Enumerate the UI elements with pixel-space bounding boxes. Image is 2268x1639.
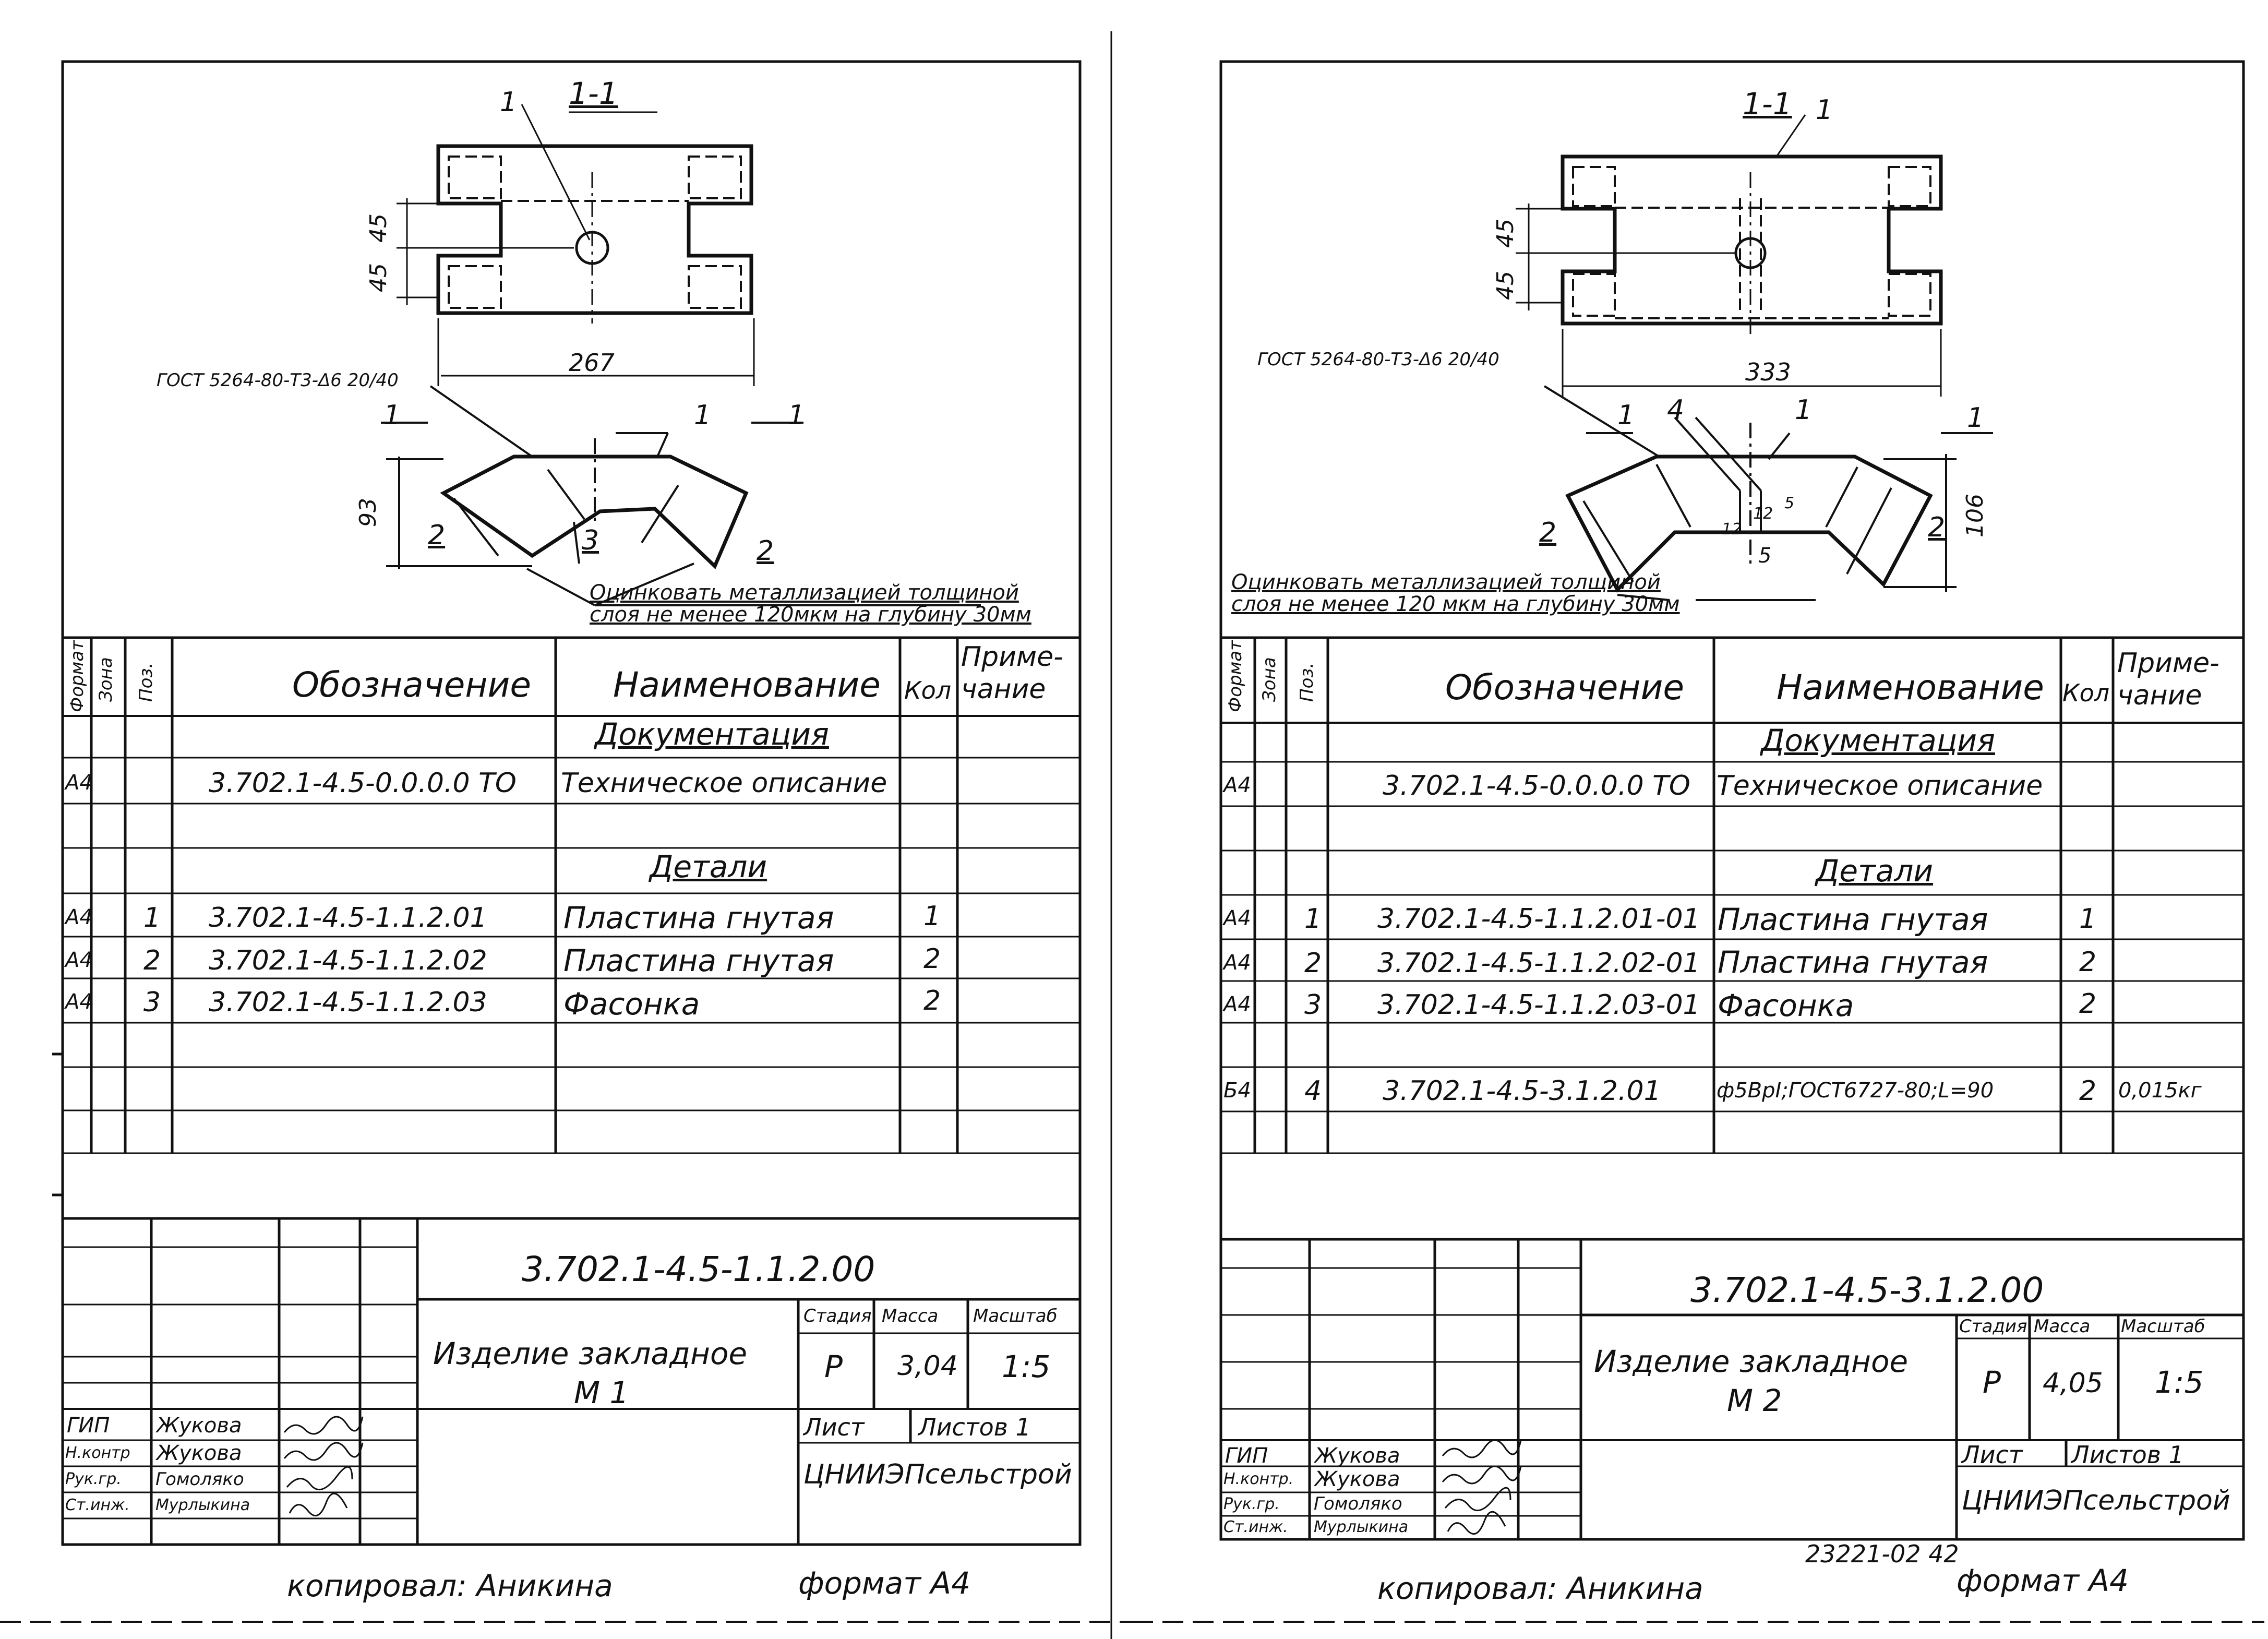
product-mark: М 2 [1727, 1383, 1782, 1418]
mass-label: Масса [2034, 1316, 2091, 1337]
person-name: Мурлыкина [1314, 1518, 1409, 1536]
dimension-label: 45 [365, 263, 392, 292]
copied-by: копировал: Аникина [287, 1568, 613, 1604]
dimension-label: 45 [1492, 219, 1519, 248]
cut-mark-label: 1 [1967, 402, 1985, 434]
person-name: Жукова [1315, 1467, 1400, 1491]
person-name: Жукова [157, 1414, 242, 1438]
elevation-view [1544, 386, 1993, 600]
row-qty: 1 [923, 901, 941, 932]
row-designation: 3.702.1-4.5-1.1.2.03-01 [1377, 989, 1700, 1021]
row-designation: 3.702.1-4.5-1.1.2.02 [209, 945, 487, 976]
product-name: Изделие закладное [433, 1336, 748, 1371]
row-format: А4 [65, 990, 93, 1014]
row-format: Б4 [1223, 1079, 1251, 1103]
archive-number: 23221-02 42 [1805, 1540, 1959, 1568]
role-label: Рук.гр. [65, 1470, 122, 1488]
part-label: 3 [582, 525, 599, 556]
row-format: А4 [1223, 951, 1251, 975]
row-format: А4 [1223, 906, 1251, 930]
part-label: 1 [1795, 394, 1813, 426]
sheet-label: Лист [1962, 1441, 2023, 1469]
drawing-sheet-m2 [1132, 0, 2264, 1639]
col-note-header: Приме- чание [961, 641, 1063, 705]
row-pos: 3 [143, 987, 161, 1018]
col-pos-header: Поз. [1297, 662, 1317, 702]
scale-label: Масштаб [973, 1306, 1058, 1326]
dimension-label: 333 [1745, 358, 1791, 386]
signature-mark [1445, 1488, 1510, 1510]
row-pos: 3 [1304, 989, 1322, 1021]
stage-value: Р [1983, 1365, 2001, 1400]
small-dimension: 12 [1722, 520, 1742, 539]
row-name: Пластина гнутая [563, 943, 834, 978]
row-designation: 3.702.1-4.5-3.1.2.01 [1383, 1075, 1661, 1107]
sheets-count: Листов 1 [918, 1413, 1031, 1441]
part-label: 2 [757, 535, 774, 567]
section-parts: Детали [650, 849, 767, 884]
row-format: А4 [1223, 773, 1251, 797]
sheet-label: Лист [803, 1413, 865, 1441]
galvanize-note: Оцинковать металлизацией толщиной слоя не менее 120мкм на глубину 30мм [590, 581, 1031, 627]
cut-mark-label: 1 [788, 400, 806, 431]
small-dimension: 12 [1753, 505, 1773, 523]
part-label: 1 [694, 400, 712, 431]
role-label: Ст.инж. [1223, 1518, 1288, 1536]
part-label: 2 [1928, 512, 1946, 543]
section-docs: Документация [1761, 723, 1995, 758]
section-parts: Детали [1816, 853, 1934, 889]
col-designation-header: Обозначение [1445, 667, 1684, 708]
row-name: Техническое описание [1717, 770, 2043, 801]
person-name: Гомоляко [155, 1469, 244, 1490]
person-name: Жукова [157, 1441, 242, 1465]
col-format-header: Формат [67, 640, 88, 712]
small-dimension: 5 [1784, 494, 1795, 512]
part-label: 4 [1667, 394, 1685, 426]
organization: ЦНИИЭПсельстрой [803, 1459, 1072, 1490]
drawing-sheet-m1 [0, 0, 1132, 1639]
document-code: 3.702.1-4.5-1.1.2.00 [522, 1249, 875, 1289]
col-name-header: Наименование [1777, 667, 2044, 708]
col-format-header: Формат [1225, 640, 1246, 712]
cut-mark-label: 1 [383, 400, 401, 431]
scale-value: 1:5 [2155, 1365, 2204, 1400]
row-qty: 2 [923, 943, 941, 975]
section-docs: Документация [595, 716, 829, 752]
col-pos-header: Поз. [136, 662, 157, 702]
role-label: Н.контр [65, 1444, 130, 1462]
row-pos: 1 [143, 902, 161, 934]
col-zone-header: Зона [95, 657, 116, 702]
mass-label: Масса [882, 1306, 939, 1326]
dimension-label: 93 [355, 498, 381, 527]
weld-note: ГОСТ 5264-80-Т3-Δ6 20/40 [157, 370, 399, 391]
product-name: Изделие закладное [1594, 1344, 1909, 1379]
col-qty-header: Кол [904, 676, 952, 704]
row-designation: 3.702.1-4.5-0.0.0.0 ТО [1383, 770, 1690, 801]
row-pos: 2 [1304, 948, 1322, 979]
row-pos: 4 [1304, 1075, 1322, 1107]
role-label: ГИП [1225, 1444, 1268, 1468]
weld-note: ГОСТ 5264-80-Т3-Δ6 20/40 [1257, 349, 1499, 370]
elevation-view [381, 386, 981, 605]
section-plan-view [397, 104, 754, 386]
row-format: А4 [1223, 992, 1251, 1016]
role-label: Рук.гр. [1223, 1495, 1280, 1513]
row-name: Фасонка [1718, 988, 1854, 1023]
part-label: 5 [1758, 544, 1772, 568]
dimension-label: 106 [1962, 494, 1988, 537]
col-qty-header: Кол [2062, 679, 2110, 707]
row-name: Пластина гнутая [1718, 902, 1988, 937]
role-label: Н.контр. [1223, 1470, 1294, 1488]
section-label: 1-1 [1743, 86, 1792, 122]
scale-label: Масштаб [2121, 1316, 2205, 1337]
galvanize-note: Оцинковать металлизацией толщиной слоя не менее 120 мкм на глубину 30мм [1231, 570, 1680, 616]
col-zone-header: Зона [1259, 657, 1280, 702]
part-label: 2 [428, 520, 446, 551]
person-name: Жукова [1315, 1444, 1400, 1468]
row-qty: 2 [2079, 988, 2097, 1020]
role-label: ГИП [67, 1414, 110, 1438]
section-plan-view [1516, 115, 1941, 397]
copied-by: копировал: Аникина [1377, 1571, 1703, 1606]
row-designation: 3.702.1-4.5-1.1.2.03 [209, 987, 487, 1018]
row-designation: 3.702.1-4.5-1.1.2.01-01 [1377, 903, 1700, 935]
signature-mark [1443, 1440, 1521, 1457]
stage-value: Р [824, 1349, 843, 1384]
role-label: Ст.инж. [65, 1496, 130, 1514]
col-designation-header: Обозначение [292, 665, 531, 705]
row-qty: 2 [923, 985, 941, 1016]
row-name: ф5ВрI;ГОСТ6727-80;L=90 [1717, 1079, 1994, 1103]
sheet-frame-and-drawing [0, 0, 1132, 1639]
row-note: 0,015кг [2118, 1079, 2202, 1103]
col-note-header: Приме- чание [2117, 648, 2219, 712]
dimension-label: 267 [569, 349, 615, 377]
row-designation: 3.702.1-4.5-0.0.0.0 ТО [209, 768, 517, 799]
paper-format: формат А4 [798, 1565, 970, 1601]
callout-label: 1 [1816, 94, 1833, 126]
row-format: А4 [65, 905, 93, 929]
row-qty: 1 [2079, 903, 2097, 935]
dimension-label: 45 [1492, 271, 1519, 300]
dimension-label: 45 [365, 213, 392, 243]
row-name: Техническое описание [561, 768, 887, 799]
mass-value: 4,05 [2043, 1368, 2103, 1399]
row-qty: 2 [2079, 1075, 2097, 1107]
row-designation: 3.702.1-4.5-1.1.2.02-01 [1377, 948, 1700, 979]
row-pos: 2 [143, 945, 161, 976]
row-name: Пластина гнутая [563, 900, 834, 936]
organization: ЦНИИЭПсельстрой [1962, 1485, 2230, 1516]
product-mark: М 1 [574, 1375, 629, 1410]
col-name-header: Наименование [613, 665, 881, 705]
row-pos: 1 [1304, 903, 1322, 935]
person-name: Гомоляко [1314, 1493, 1402, 1514]
stage-label: Стадия [1959, 1316, 2027, 1337]
sheets-count: Листов 1 [2071, 1441, 2184, 1469]
document-code: 3.702.1-4.5-3.1.2.00 [1690, 1270, 2044, 1310]
signature-mark [1443, 1466, 1521, 1484]
signatures [1443, 1440, 1521, 1534]
callout-label: 1 [500, 87, 518, 118]
cut-mark-label: 1 [1617, 400, 1635, 431]
section-label: 1-1 [569, 76, 618, 111]
part-label: 2 [1539, 517, 1557, 548]
row-qty: 2 [2079, 947, 2097, 978]
scale-value: 1:5 [1002, 1349, 1051, 1384]
mass-value: 3,04 [897, 1350, 958, 1382]
row-name: Фасонка [563, 986, 700, 1022]
row-designation: 3.702.1-4.5-1.1.2.01 [209, 902, 487, 934]
stage-label: Стадия [803, 1306, 872, 1326]
row-format: А4 [65, 771, 93, 795]
person-name: Мурлыкина [155, 1496, 250, 1514]
row-name: Пластина гнутая [1718, 944, 1988, 980]
paper-format: формат А4 [1957, 1563, 2129, 1598]
row-format: А4 [65, 948, 93, 972]
